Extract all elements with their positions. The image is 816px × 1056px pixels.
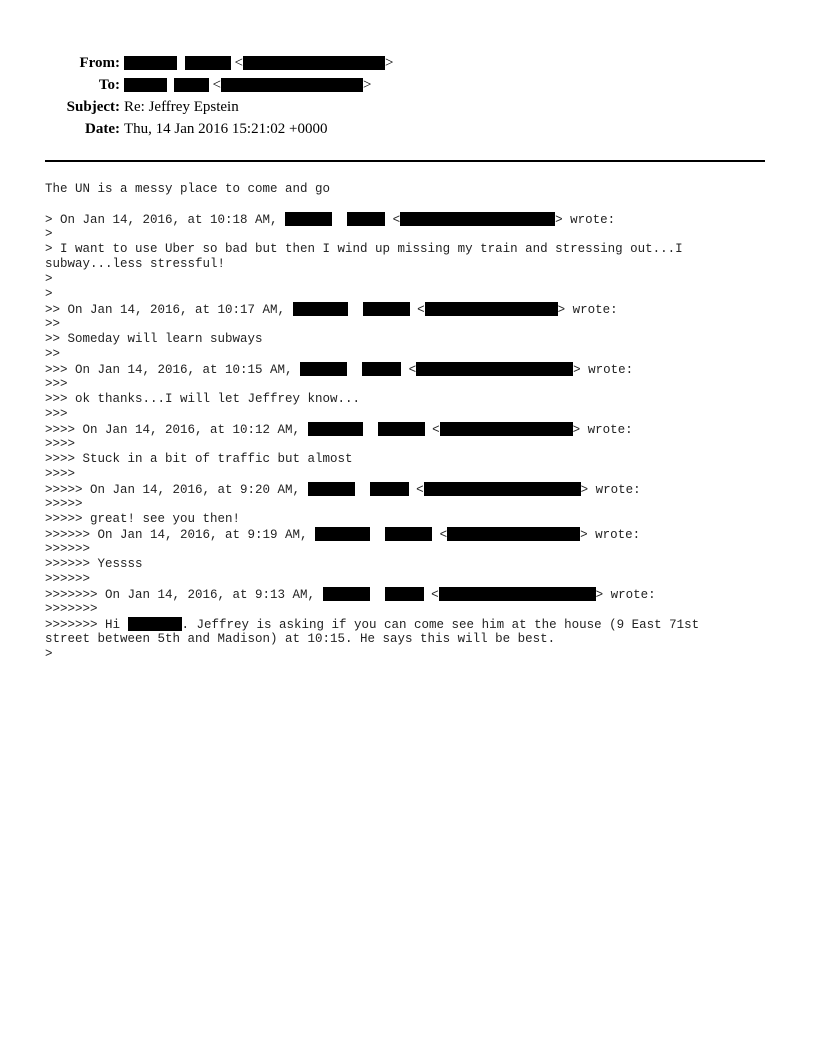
quote-prefix: >>>> On Jan 14, 2016, at 10:12 AM,: [45, 423, 308, 437]
quote-line: >>>>> great! see you then!: [45, 512, 241, 526]
angle-open: <: [408, 483, 424, 497]
redaction-box: [400, 212, 555, 226]
redaction-box: [424, 482, 581, 496]
quote-text-suffix: . Jeffrey is asking if you can come see him at the house (9 East 71st: [181, 618, 700, 632]
date-label: Date:: [85, 121, 120, 137]
quote-suffix: > wrote:: [573, 363, 634, 377]
redaction-box: [124, 56, 177, 70]
quote-line: >>>>: [45, 437, 76, 451]
angle-open: <: [401, 363, 417, 377]
redaction-box: [425, 302, 558, 316]
redaction-box: [308, 422, 363, 436]
subject-value: Re: Jeffrey Epstein: [124, 99, 239, 115]
quote-line: >: [45, 272, 53, 286]
quote-line: >> Someday will learn subways: [45, 332, 263, 346]
quote-line: >>: [45, 317, 61, 331]
quote-header-1: [45, 212, 775, 227]
redaction-box: [439, 587, 596, 601]
quote-text-prefix: >>>>>>> Hi: [45, 618, 128, 632]
redaction-box: [308, 482, 355, 496]
date-value: Thu, 14 Jan 2016 15:21:02 +0000: [124, 121, 328, 137]
quote-line: >>>: [45, 407, 68, 421]
subject-label: Subject:: [66, 99, 120, 115]
redaction-box: [378, 422, 425, 436]
redaction-box: [185, 56, 231, 70]
to-label: To:: [98, 77, 120, 93]
redaction-box: [370, 482, 409, 496]
redaction-box: [285, 212, 332, 226]
quote-header-3: [45, 362, 775, 377]
redaction-box: [385, 587, 424, 601]
quote-suffix: > wrote:: [580, 528, 641, 542]
redaction-box: [315, 527, 370, 541]
angle-open: <: [432, 528, 448, 542]
quote-suffix: > wrote:: [555, 213, 616, 227]
angle-open: <: [423, 588, 439, 602]
angle-close: >: [384, 55, 394, 71]
quote-line: >>>>>: [45, 497, 83, 511]
redaction-box: [440, 422, 573, 436]
angle-close: >: [362, 77, 372, 93]
quote-line: >>>>>>: [45, 572, 91, 586]
quote-header-4: [45, 422, 775, 437]
redaction-box: [447, 527, 580, 541]
body-line: The UN is a messy place to come and go: [45, 182, 331, 196]
redaction-box: [124, 78, 167, 92]
quote-line: >>>>: [45, 467, 76, 481]
quote-line: street between 5th and Madison) at 10:15. He says this will be best.: [45, 632, 556, 646]
quote-suffix: > wrote:: [595, 588, 656, 602]
quote-line: > I want to use Uber so bad but then I wind up missing my train and stressing out...I: [45, 242, 683, 256]
redaction-box: [243, 56, 385, 70]
quote-line: >>>>>>>: [45, 602, 98, 616]
redaction-box: [385, 527, 432, 541]
angle-open: <: [409, 303, 425, 317]
quote-header-6: [45, 527, 775, 542]
to-row: [0, 74, 816, 96]
from-value: [124, 52, 393, 74]
quote-line: >: [45, 227, 53, 241]
angle-open: <: [212, 77, 221, 93]
quote-suffix: > wrote:: [572, 423, 633, 437]
quote-prefix: > On Jan 14, 2016, at 10:18 AM,: [45, 213, 286, 227]
quote-suffix: > wrote:: [557, 303, 618, 317]
quote-line: >>> ok thanks...I will let Jeffrey know...: [45, 392, 361, 406]
quote-line: >: [45, 647, 53, 661]
quote-prefix: >>>>>>> On Jan 14, 2016, at 9:13 AM,: [45, 588, 323, 602]
quote-header-7: [45, 587, 775, 602]
angle-open: <: [234, 55, 243, 71]
quote-line: subway...less stressful!: [45, 257, 226, 271]
redaction-box: [174, 78, 209, 92]
quote-prefix: >>>>>> On Jan 14, 2016, at 9:19 AM,: [45, 528, 316, 542]
header-divider: [45, 160, 765, 162]
subject-row: [0, 96, 816, 118]
redaction-box: [362, 362, 401, 376]
quote-suffix: > wrote:: [580, 483, 641, 497]
quote-line: >>>>>>: [45, 542, 91, 556]
quote-prefix: >>>>> On Jan 14, 2016, at 9:20 AM,: [45, 483, 308, 497]
email-body: [45, 182, 775, 662]
quote-line: [45, 617, 775, 632]
redaction-box: [416, 362, 573, 376]
quote-line: >>>> Stuck in a bit of traffic but almost: [45, 452, 353, 466]
redaction-box: [221, 78, 363, 92]
redaction-box: [323, 587, 370, 601]
quote-line: >: [45, 287, 53, 301]
redaction-box: [128, 617, 182, 631]
quote-header-5: [45, 482, 775, 497]
from-label: From:: [79, 55, 120, 71]
quote-line: >>>: [45, 377, 68, 391]
quote-line: >>: [45, 347, 61, 361]
quote-prefix: >>> On Jan 14, 2016, at 10:15 AM,: [45, 363, 301, 377]
quote-line: >>>>>> Yessss: [45, 557, 143, 571]
quote-header-2: [45, 302, 775, 317]
to-value: [124, 74, 371, 96]
blank-line: [45, 197, 775, 212]
redaction-box: [363, 302, 410, 316]
quote-prefix: >> On Jan 14, 2016, at 10:17 AM,: [45, 303, 293, 317]
email-header: [0, 52, 816, 140]
date-row: [0, 118, 816, 140]
from-row: [0, 52, 816, 74]
redaction-box: [293, 302, 348, 316]
angle-open: <: [385, 213, 401, 227]
redaction-box: [347, 212, 385, 226]
redaction-box: [300, 362, 347, 376]
angle-open: <: [424, 423, 440, 437]
